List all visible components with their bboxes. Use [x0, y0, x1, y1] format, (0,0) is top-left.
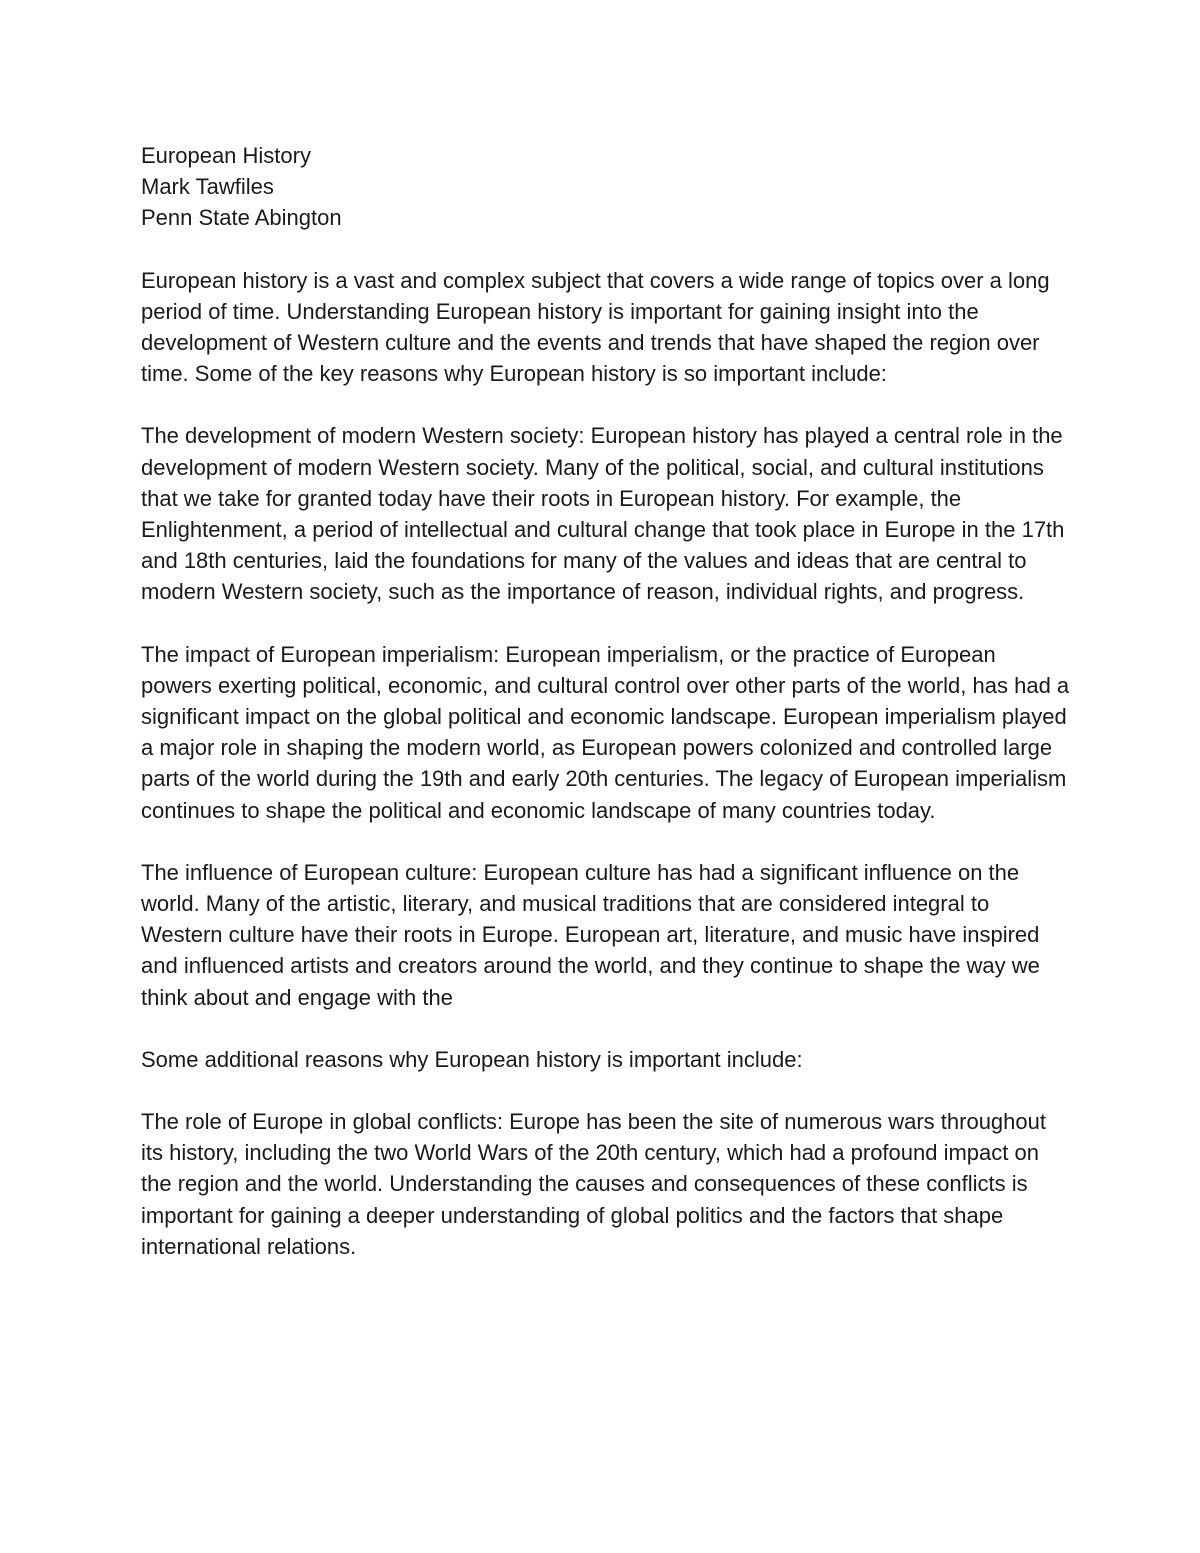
paragraph-global-conflicts: The role of Europe in global conflicts: Europe has been the site of numerous wars throughout its history, including the two World Wars of the 20th century, which had a profound impact on the region and the world. Understanding the causes and consequences of these conflicts is important for gaining a deeper understanding of global politics and the factors that shape international relations.: [141, 1109, 1046, 1259]
course-title: European History: [141, 143, 311, 168]
document-content: [141, 140, 1071, 1262]
author-name: Mark Tawfiles: [141, 174, 274, 200]
paragraph-additional-reasons: Some additional reasons why European history is important include:: [141, 1046, 803, 1072]
paragraph-culture: The influence of European culture: European culture has had a significant influence on the world. Many of the artistic, literary, and musical traditions that are considered integral to Western culture have their roots in Europe. European art, literature, and music have inspired and influenced artists and creators around the world, and they continue to shape the way we think about and engage with the: [141, 859, 1040, 1010]
paragraph-imperialism: The impact of European imperialism: European imperialism, or the practice of European powers exerting political, economic, and cultural control over other parts of the world, has had a significant impact on the global political and economic landscape. European imperialism played a major role in shaping the modern world, as European powers colonized and controlled large parts of the world during the 19th and early 20th centuries. The legacy of European imperialism continues to shape the political and economic landscape of many countries today.: [141, 641, 1070, 823]
school-name: Penn State Abington: [141, 205, 342, 231]
paragraph-introduction: European history is a vast and complex subject that covers a wide range of topics over a long period of time. Understanding European history is important for gaining insight into the development of Western culture and the events and trends that have shaped the region over time. Some of the key reasons why European history is so important include:: [141, 267, 1050, 387]
document-header: [141, 140, 1071, 234]
paragraph-western-society: The development of modern Western society: European history has played a central role in the development of modern Western society. Many of the political, social, and cultural institutions that we take for granted today have their roots in European history. For example, the Enlightenment, a period of intellectual and cultural change that took place in Europe in the 17th and 18th centuries, laid the foundations for many of the values and ideas that are central to modern Western society, such as the importance of reason, individual rights, and progress.: [141, 423, 1065, 605]
